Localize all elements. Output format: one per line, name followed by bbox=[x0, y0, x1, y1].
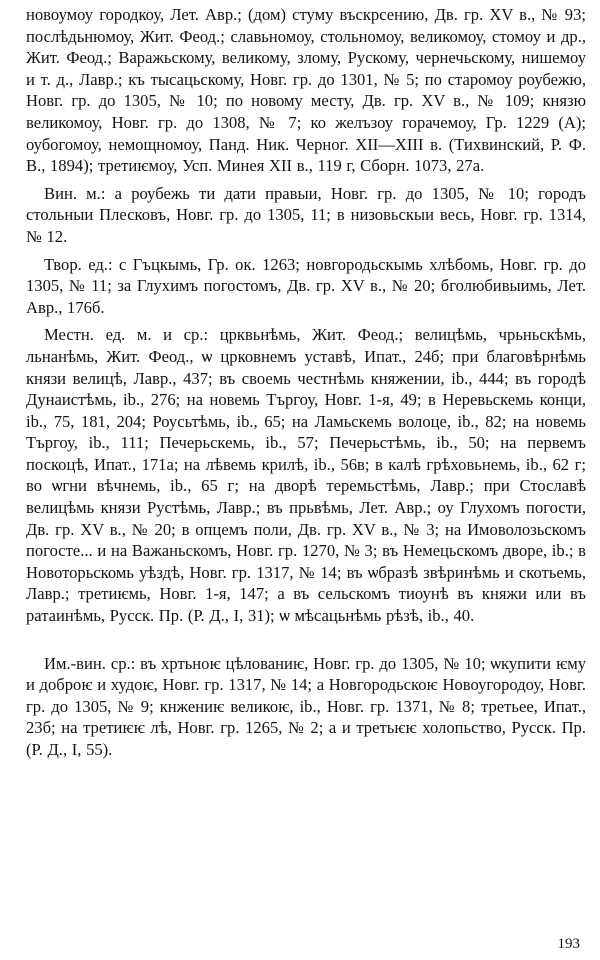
paragraph-nominative-accusative-neuter: Им.-вин. ср.: въ хртьноѥ цѣлованиѥ, Новг. гр. до 1305, № 10; ѡкупити ѥму и доброѥ и худоѥ, Новг. гр. 1317, № 14; а Новгородьскоѥ Новоугородоу, Новг. гр. до 1305, № 9; кнжениѥ великоѥ, ib., Новг. гр. 1371, № 8; третьее, Ипат., 23б; на третиѥѥ лѣ, Новг. гр. 1265, № 2; а и третьѥѥ холопьство, Русск. Пр. (Р. Д., I, 55). bbox=[26, 653, 586, 759]
paragraph-instrumental-singular: Твор. ед.: с Гъцкымь, Гр. ок. 1263; новгородьскымь хлѣбомь, Новг. гр. до 1305, № 11; за Глухимъ погостомъ, Дв. гр. XV в., № 20; бголюбивыимь, Лет. Авр., 176б. bbox=[26, 254, 586, 317]
page-number: 193 bbox=[557, 936, 580, 952]
paragraph-locative-singular: Местн. ед. м. и ср.: црквьнѣмь, Жит. Феод.; велицѣмь, чрьньскѣмь, льнанѣмь, Жит. Феод., ѡ црковнемъ уставѣ, Ипат., 24б; при благовѣрнѣмь князи велицѣ, Лавр., 437; въ своемь честнѣмь княжении, ib., 444; въ городѣ Дунаистѣмь, ib., 276; на новемь Търгоу, Новг. 1-я, 49; в Неревьскемь конци, ib., 75, 181, 204; Роусьтѣмь, ib., 65; на Ламьскемь волоце, ib., 82; на новемь Търгоу, ib., 111; Печерьскемь, ib., 57; Печерьстѣмь, ib., 50; на первемъ поскоцѣ, Ипат., 171а; на лѣвемь крилѣ, ib., 56в; в калѣ грѣховьнемь, ib., 62 г; во ѡгни вѣчнемь, ib., 65 г; на дворѣ теремьстѣмь, Лавр.; при Стославѣ велицѣмь князи Рустѣмь, Лавр.; въ прьвѣмь, Лет. Авр.; оу Глухомъ погости, Дв. гр. XV в., № 20; в опцемъ поли, Дв. гр. XV в., № 3; на Имоволозьскомъ погосте... и на Важаньскомъ, Новг. гр. 1270, № 3; въ Немецьскомъ дворе, ib.; в Новоторьскомь уѣздѣ, Новг. гр. 1317, № 14; въ ѡбразѣ звѣринѣмь и скотьемь, Лавр.; третиѥмь, Новг. 1-я, 147; а въ сельскомъ тиоунѣ въ княжи или въ ратаинѣмь, Русск. Пр. (Р. Д., I, 31); ѡ мѣсацьнѣмь рѣзѣ, ib., 40. bbox=[26, 325, 586, 626]
paragraph-accusative-masculine: Вин. м.: а роубежь ти дати правыи, Новг. гр. до 1305, № 10; городъ стольныи Плесковъ, Новг. гр. до 1305, 11; в низовьскыи весь, Новг. гр. 1314, № 12. bbox=[26, 183, 586, 246]
main-text bbox=[26, 4, 586, 761]
paragraph-dative-continuation: новоумоу городкоу, Лет. Авр.; (дом) стуму въскрсению, Дв. гр. XV в., № 93; послѣдьнюмоу, Жит. Феод.; славьномоу, стольномоу, великомоу, стомоу и др., Жит. Феод.; Варажьскому, великому, злому, Рускому, чернечьскому, нишемоу и т. д., Лавр.; къ тысацьскому, Новг. гр. до 1301, № 5; по старомоу роубежю, Новг. гр. до 1305, № 10; по новому месту, Дв. гр. XV в., № 109; князю великомоу, Новг. гр. до 1308, № 7; ко желъзоу горачемоу, Гр. 1229 (А); оубогомоу, немощномоу, Панд. Ник. Черног. XII—XIII в. (Тихвинский, Р. Ф. В., 1894); третиѥмоу, Усп. Минея XII в., 119 г, Сборн. 1073, 27а. bbox=[26, 5, 586, 176]
